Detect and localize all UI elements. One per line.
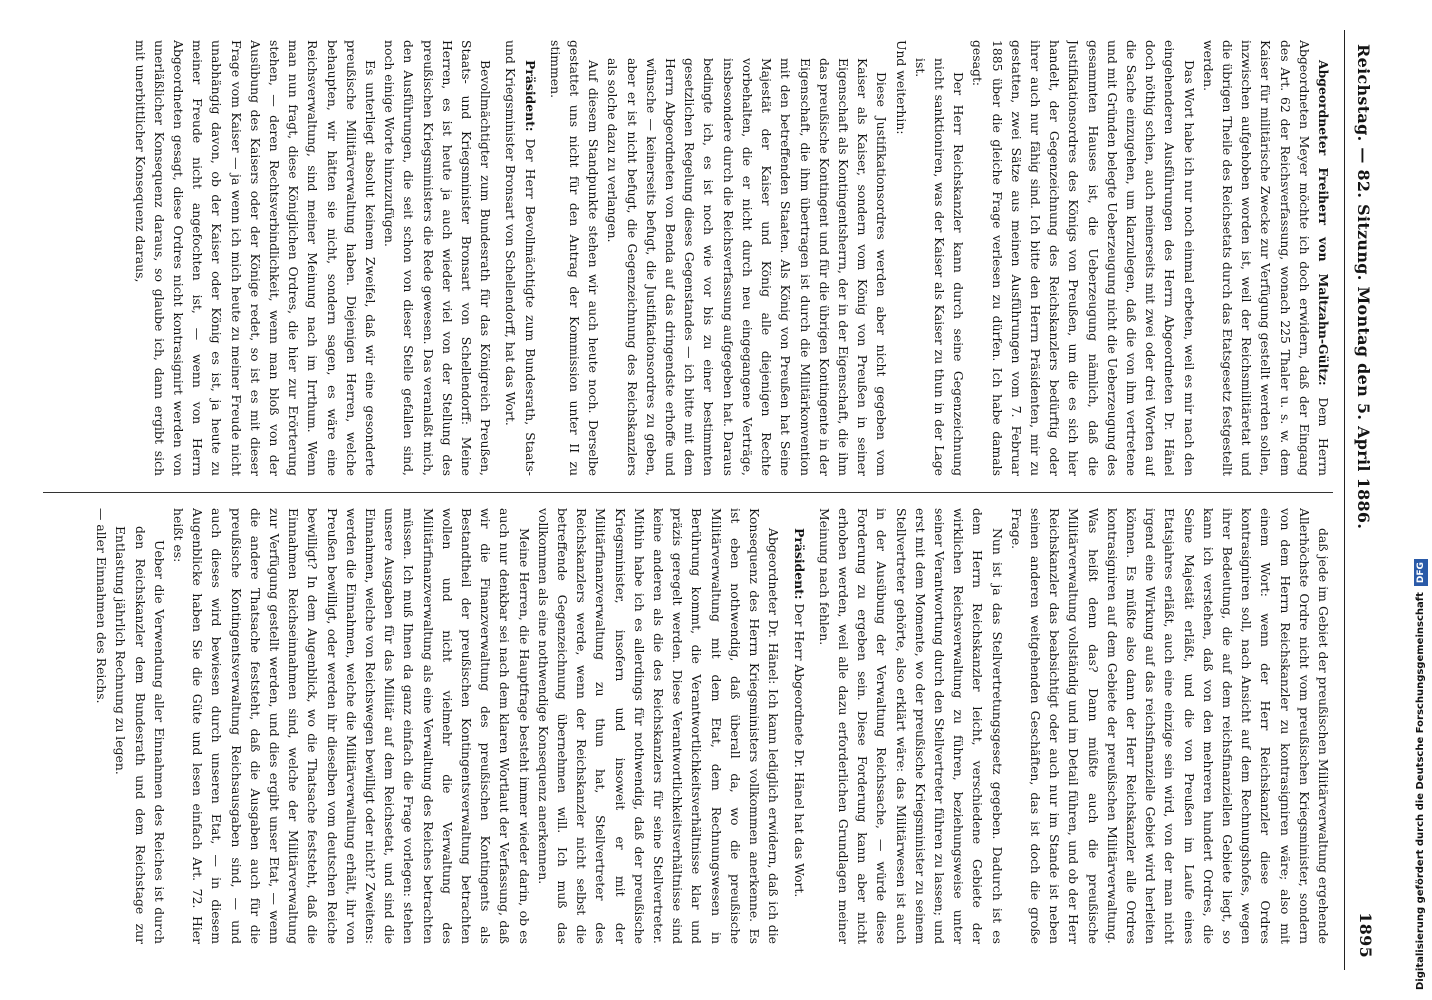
column-divider (43, 492, 1333, 493)
paragraph-text: Nun ist ja das Stellvertretungsgesetz gegeben. Dadurch ist es dem Herrn Reichskanzler leicht, verschiedene Gebiete der wirklichen Reichsverwaltung zu führen, beziehungsweise unter seiner Verantwortung durch den Stellvertreter führen zu lassen; und erst mit dem Momente, wo der preußische Kriegsminister zu seinem Stellvertreter gehörte, also erklärt wäre: das Militärwesen ist auch in der Ausübung der Verwaltung Reichssache, — würde diese Forderung zu ergeben sein. Diese Forderung kann aber nicht erhoben werden, weil alle dazu erforderlichen Grundlagen meiner Meinung nach fehlen. (816, 508, 1005, 944)
paragraph-text: Der Herr Reichskanzler kann durch seine Gegenzeichnung nicht sanktioniren, was der Kaiser als Kaiser zu thun in der Lage ist. (912, 58, 967, 476)
page-number: 1895 (1356, 912, 1375, 958)
paragraph-text: Es unterliegt absolut keinem Zweifel, daß wir eine gesonderte preußische Militärverwaltung haben. Diejenigen Herren, welche behaupten, wir hätten sie nicht, sondern sagen, es wäre eine Reichsverwaltung, sind meiner Meinung nach im Irrthum. Wenn man nun fragt, diese Königlichen Ordres, die hier zur Erörterung stehen, — deren Rechtsverbindlichkeit, wenn man bloß von der Ausübung des Kaisers oder der Könige redet, so ist es mit dieser Frage vom Kaiser — ja wenn ich mich heute zu meiner Freude nicht unabhängig davon, ob der Kaiser oder König es ist, ja heute zu meiner Freude nicht angefochten ist, — wenn von Herrn Abgeordneten gesagt, diese Ordres nicht kontrasignirt werden von unerläßlicher Konsequenz daraus, so glaube ich, dann ergibt sich mit unerbittlicher Konsequenz daraus, (132, 40, 379, 476)
quoted-passage (603, 40, 891, 476)
paragraph-text: Der Herr Abgeordnete Dr. Hänel hat das Wort. (791, 603, 807, 898)
paragraph-text: Diese Justifikationsordres werden aber nicht gegeben vom Kaiser als Kaiser, sondern vom König von Preußen in seiner Eigenschaft als Kontingentsherrn, der in der Eigenschaft, die ihm das preußische Kontingent und für die übrigen Kontingente in der Eigenschaft, die ihm übertragen ist durch die Militärkonvention mit den betreffenden Staaten. Als König von Preußen hat Seine Majestät der Kaiser und König alle diejenigen Rechte vorbehalten, die er nicht durch neu eingegangene Verträge, insbesondere durch die Reichsverfassung aufgegeben hat. Daraus bedingte ich, es ist noch wie vor bis zu einer bestimmten gesetzlichen Regelung dieses Gegenstandes — ich bitte mit dem Herrn Abgeordneten von Benda auf das dringendste erhoffe und wünsche — keinerseits befugt, die Justifikationsordres zu geben, aber er ist nicht befugt, die Gegenzeichnung des Reichskanzlers als solche dazu zu verlangen. (605, 58, 890, 476)
page-header (1344, 30, 1385, 970)
paragraph (891, 40, 910, 476)
text-column-right (33, 508, 1333, 944)
paragraph-text: daß jede im Gebiet der preußischen Militärverwaltung ergehende Allerhöchste Ordre nicht vom preußischen Kriegsminister, sondern von dem Herrn Reichskanzler zu kontrasigniren wäre; also mit einem Wort: wenn der Herr Reichskanzler diese Ordres kontrasigniren soll, nach Ansicht auf dem Rechnungshofes, wegen ihrer Bedeutung, die auf dem reichsfinanziellen Gebiete liegt, so kann ich verstehen, daß von den mehreren hundert Ordres, die Seine Majestät erläßt, und die von Preußen im Laufe eines Etatsjahres erläßt, auch eine einzige sein wird, von der man nicht irgend eine Wirkung auf das reichsfinanzielle Gebiet wird herleiten können. Es müßte also dann der Herr Reichskanzler alle Ordres kontrasigniren auf dem Gebiete der preußischen Militärverwaltung. Was heißt denn das? Dann müßte auch die preußische Militärverwaltung vollständig und im Detail führen, und ob der Herr Reichskanzler das beabsichtigt oder auch nur im Stande ist neben seinen anderen weitgehenden Geschäften, das ist doch die große Frage. (1008, 508, 1331, 944)
paragraph-text: Auf diesem Standpunkte stehen wir auch heute noch. Derselbe gestattet uns nicht für den Antrag der Kommission unter II zu stimmen. (547, 40, 602, 476)
speech-paragraph (789, 508, 808, 944)
paragraph-text: Abgeordneter Dr. Hänel: Ich kann lediglich erwidern, daß ich die Konsequenz des Herrn Kriegsministers vollkommen anerkenne. Es ist eben nothwendig, daß überall da, wo die preußische Militärverwaltung mit dem Etat, dem Rechnungswesen in Berührung kommt, die Verantwortlichkeitsverhältnisse klar und präzis geregelt werden. Diese Verantwortlichkeitsverhältnisse sind keine anderen als die des Reichskanzlers für seine Stellvertreter. Mithin habe ich es allerdings für nothwendig, daß der preußische Kriegsminister, insofern und insoweit er mit der Militärfinanzverwaltung zu thun hat, Stellvertreter des Reichskanzlers werde, wenn der Reichskanzler nicht selbst die betreffende Gegenzeichnung übernehmen will. Ich muß das vollkommen als eine nothwendige Konsequenz anerkennen. (535, 508, 782, 944)
paragraph (1007, 508, 1333, 944)
digitization-credit (1412, 10, 1430, 990)
paragraph (968, 40, 1198, 476)
paragraph (815, 508, 1007, 944)
speech-paragraph (534, 508, 784, 944)
speech-paragraph (380, 40, 495, 476)
dfg-logo: DFG (1414, 559, 1428, 586)
paragraph-text: Das Wort habe ich nur noch einmal erbeten, weil es mir nach den eingehenderen Ausführungen des Herrn Abgeordneten Dr. Hänel doch nöthig schien, auch meinerseits mit zwei oder drei Worten auf die Sache einzugehen, um klarzulegen, daß die von ihm vertretene und mit Gründen belegte Ueberzeugung nicht die Ueberzeugung des gesammten Hauses ist, die Ueberzeugung nämlich, daß die Justifikationsordres des Königs von Preußen, um die es sich hier handelt, der Gegenzeichnung des Reichskanzlers bedürftig oder ihrer auch nur fähig sind. Ich bitte den Herrn Präsidenten, mir zu gestatten, zwei Sätze aus meinen Ausführungen vom 7. Februar 1885 über die gleiche Frage verlesen zu dürfen. Ich habe damals gesagt: (970, 40, 1197, 476)
paragraph-text: Dem Herrn Abgeordneten Meyer möchte ich doch erwidern, daß der Eingang des Art. 62 der Reichsverfassung, wonach 225 Thaler u. s. w. dem Kaiser für militärische Zwecke zur Verfügung gestellt werden sollen, inzwischen aufgehoben worden ist, weil der Reichsmilitäretat und die übrigen Theile des Reichsetats durch das Etatsgesetz festgestellt werden. (1200, 40, 1331, 476)
speech-paragraph (1199, 40, 1333, 476)
quoted-passage (911, 40, 969, 476)
paragraph-text: Meine Herren, die Hauptfrage besteht immer wieder darin, ob es auch nur denkbar sei nach dem klaren Wortlaut der Verfassung, daß wir die Finanzverwaltung des preußischen Kontingents als Bestandtheil der preußischen Kontingentsverwaltung betrachten wollen und nicht vielmehr die Verwaltung des Militärfinanzverwaltung als eine Verwaltung des Reiches betrachten müssen. Ich muß Ihnen da ganz einfach die Frage vorlegen: stehen unsere Ausgaben für das Militär auf dem Reichsetat, und sind die Einnahmen, welche von Reichswegen bewilligt oder nicht? Zweitens: werden die Einnahmen, welche die Militärverwaltung erhält, ihr von Preußen bewilligt, oder werden ihr dieselben vom deutschen Reiche bewilligt? In dem Augenblick, wo die Thatsache feststeht, daß die Einnahmen Reichseinnahmen sind, welche der Militärverwaltung zur Verfügung gestellt werden, und dies ergibt unser Etat, — wenn die andere Thatsache feststeht, daß die Ausgaben auch für die preußische Kontingentsverwaltung Reichsausgaben sind, — und auch dieses wird bewiesen durch unseren Etat, — in diesem Augenblicke haben Sie die Güte und lesen einfach Art. 72. Hier heißt es: (171, 508, 532, 944)
paragraph-text: Ueber die Verwendung aller Einnahmen des Reiches ist durch den Reichskanzler dem Bundesrath und dem Reichstage zur Entlastung jährlich Rechnung zu legen. (113, 526, 167, 944)
text-column-left (33, 40, 1333, 476)
paragraph-text: Der Herr Bevollmächtigte zum Bundesrath, Staats- und Kriegsminister Bronsart von Schellendorff, hat das Wort. (503, 40, 538, 476)
paragraph (130, 40, 380, 476)
credit-text-line (1412, 10, 1430, 990)
paragraph (546, 40, 604, 476)
header-title: Reichstag. — 82. Sitzung. Montag den 5. April 1886. (1354, 44, 1373, 530)
speaker-name: Präsident: (522, 60, 538, 132)
speaker-name: Präsident: (791, 528, 807, 600)
speaker-name: Abgeordneter Freiherr von Maltzahn-Gültz: (1316, 60, 1331, 386)
credit-text: Digitalisierung gefördert durch die Deutsche Forschungsgemeinschaft (1415, 592, 1426, 990)
paragraph (169, 508, 534, 944)
quoted-passage (111, 508, 169, 944)
newspaper-page (15, 30, 1385, 970)
speech-paragraph (501, 40, 539, 476)
paragraph-text: Bevollmächtigter zum Bundesrath für das Königreich Preußen, Staats- und Kriegsminister Bronsart von Schellendorff: Meine Herren, es ist heute ja auch wieder viel von der Stellung des preußischen Kriegsministers die Rede gewesen. Das veranlaßt mich, den Ausführungen, die seit schon von dieser Stelle gefallen sind, noch einige Worte hinzuzufügen. (382, 40, 494, 476)
paragraph-text: — aller Einnahmen des Reichs. (94, 508, 110, 704)
paragraph (92, 508, 111, 944)
paragraph-text: Und weiterhin: (893, 40, 909, 135)
